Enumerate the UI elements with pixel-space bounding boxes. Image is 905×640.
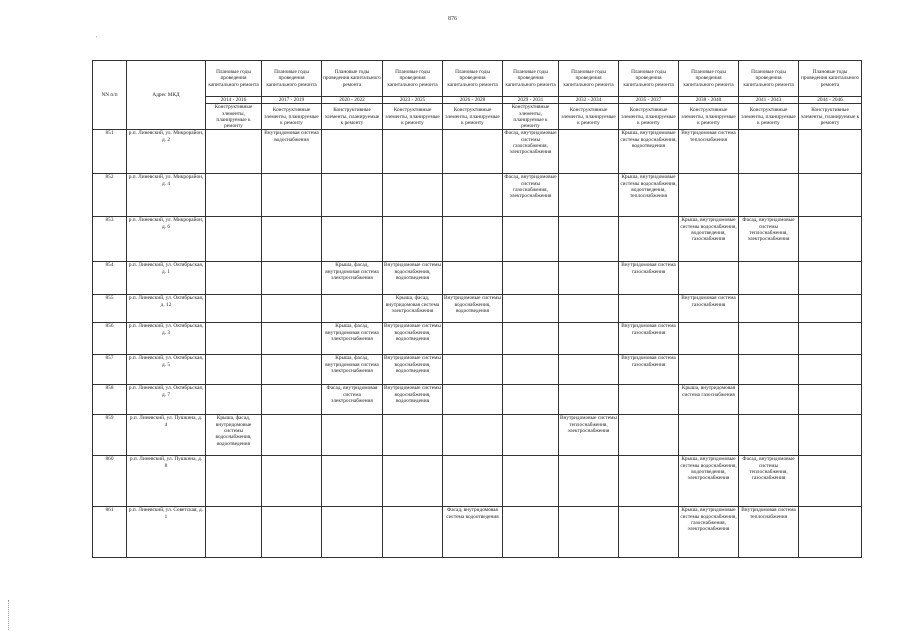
row-number: 861 [93, 507, 127, 558]
header-nn: NN п/п [93, 61, 127, 130]
row-number: 852 [93, 174, 127, 217]
header-years: 2014 - 2016 [206, 97, 262, 104]
header-period: Плановые годы проведения капитального ремонта [443, 61, 503, 97]
repair-elements-cell [206, 456, 262, 507]
repair-elements-cell [443, 130, 503, 174]
repair-elements-cell [799, 295, 862, 323]
scan-mark: ' [96, 36, 98, 42]
repair-elements-cell [503, 262, 559, 295]
scan-edge-mark [8, 600, 10, 630]
header-years: 2017 - 2019 [262, 97, 322, 104]
capital-repair-table [92, 60, 862, 558]
header-elements: Конструктивные элементы, планируемые к ремонту [799, 104, 862, 130]
row-number: 856 [93, 323, 127, 355]
repair-elements-cell: Внутридомовые системы водоснабжения, водоотведения [383, 262, 443, 295]
repair-elements-cell: Крыша, фасад, внутридомовые системы водоснабжения, водоотведения [206, 415, 262, 456]
repair-elements-cell [262, 415, 322, 456]
row-number: 857 [93, 355, 127, 385]
header-elements: Конструктивные элементы, планируемые к ремонту [322, 104, 383, 130]
row-number: 859 [93, 415, 127, 456]
header-years: 2020 - 2022 [322, 97, 383, 104]
repair-elements-cell [559, 295, 619, 323]
repair-elements-cell [739, 295, 799, 323]
repair-elements-cell [799, 456, 862, 507]
repair-elements-cell [799, 262, 862, 295]
repair-elements-cell [262, 507, 322, 558]
repair-elements-cell [322, 456, 383, 507]
repair-elements-cell: Внутридомовая система газоснабжения [679, 295, 739, 323]
repair-elements-cell [799, 415, 862, 456]
repair-elements-cell [206, 295, 262, 323]
repair-elements-cell: Внутридомовая система теплоснабжения [679, 130, 739, 174]
header-period: Плановые годы проведения капитального ремонта [739, 61, 799, 97]
table-row [93, 174, 862, 217]
row-address: р.п. Линевский, ул. Октябрьская, д. 1 [127, 262, 206, 295]
repair-elements-cell [559, 130, 619, 174]
table-row [93, 130, 862, 174]
repair-elements-cell [262, 385, 322, 415]
repair-elements-cell [206, 355, 262, 385]
table-row [93, 507, 862, 558]
repair-elements-cell [262, 323, 322, 355]
header-elements: Конструктивные элементы, планируемые к ремонту [559, 104, 619, 130]
table-row [93, 415, 862, 456]
repair-elements-cell [559, 174, 619, 217]
header-elements: Конструктивные элементы, планируемые к ремонту [503, 104, 559, 130]
repair-elements-cell [739, 415, 799, 456]
row-number: 853 [93, 217, 127, 262]
repair-elements-cell: Крыша, внутридомовые системы водоснабжения, водоотведения, электроснабжения [679, 456, 739, 507]
repair-elements-cell: Крыша, фасад, внутридомовая система электроснабжения [322, 262, 383, 295]
row-address: р.п. Линевский, ул. Октябрьская, д. 3 [127, 323, 206, 355]
table-row [93, 385, 862, 415]
repair-elements-cell [559, 217, 619, 262]
header-period: Плановые годы проведения капитального ремонта [679, 61, 739, 97]
row-number: 854 [93, 262, 127, 295]
header-period: Плановые годы проведения капитального ремонта [383, 61, 443, 97]
table-row [93, 323, 862, 355]
header-address: Адрес МКД [127, 61, 206, 130]
repair-elements-cell [739, 174, 799, 217]
row-number: 858 [93, 385, 127, 415]
row-address: р.п. Линевский, ул. Микрорайон, д. 4 [127, 174, 206, 217]
repair-elements-cell: Внутридомовая система газоснабжения [619, 355, 679, 385]
repair-elements-cell [799, 507, 862, 558]
repair-elements-cell [206, 507, 262, 558]
repair-elements-cell [503, 217, 559, 262]
repair-elements-cell [322, 217, 383, 262]
row-address: р.п. Линевский, ул. Октябрьская, д. 5 [127, 355, 206, 385]
repair-elements-cell: Внутридомовая система газоснабжения [619, 262, 679, 295]
repair-elements-cell [679, 174, 739, 217]
table-row [93, 295, 862, 323]
header-elements: Конструктивные элементы, планируемые к ремонту [262, 104, 322, 130]
repair-elements-cell [383, 217, 443, 262]
header-years: 2026 - 2028 [443, 97, 503, 104]
repair-elements-cell [739, 323, 799, 355]
repair-elements-cell [443, 262, 503, 295]
table-row [93, 456, 862, 507]
repair-elements-cell [322, 415, 383, 456]
repair-elements-cell [799, 355, 862, 385]
header-row-periods [93, 61, 862, 97]
repair-elements-cell [383, 507, 443, 558]
repair-elements-cell [262, 262, 322, 295]
repair-elements-cell [619, 456, 679, 507]
repair-elements-cell [799, 130, 862, 174]
repair-elements-cell [322, 507, 383, 558]
header-years: 2023 - 2025 [383, 97, 443, 104]
repair-elements-cell: Фасад, внутридомовые системы теплоснабжения, электроснабжения [739, 217, 799, 262]
repair-elements-cell [322, 295, 383, 323]
header-period: Плановые годы проведения капитального ремонта [206, 61, 262, 97]
repair-elements-cell: Внутридомовые системы водоснабжения, водоотведения [383, 323, 443, 355]
repair-elements-cell [559, 355, 619, 385]
repair-elements-cell [739, 355, 799, 385]
repair-elements-cell: Внутридомовая система газоснабжения [619, 323, 679, 355]
repair-elements-cell [383, 130, 443, 174]
header-elements: Конструктивные элементы, планируемые к ремонту [206, 104, 262, 130]
row-number: 851 [93, 130, 127, 174]
repair-elements-cell [619, 507, 679, 558]
repair-elements-cell [206, 323, 262, 355]
repair-elements-cell [619, 295, 679, 323]
repair-elements-cell: Внутридомовые системы водоснабжения, водоотведения [383, 355, 443, 385]
repair-elements-cell [443, 217, 503, 262]
table-body [93, 130, 862, 558]
repair-elements-cell [206, 385, 262, 415]
repair-elements-cell [679, 415, 739, 456]
header-period: Плановые годы проведения капитального ремонта [799, 61, 862, 97]
repair-elements-cell: Внутридомовые системы водоснабжения, водоотведения [383, 385, 443, 415]
repair-elements-cell [799, 217, 862, 262]
repair-elements-cell: Крыша, фасад, внутридомовая система электроснабжения [322, 323, 383, 355]
repair-elements-cell: Крыша, внутридомовые системы водоснабжения, газоснабжения, электроснабжения [679, 507, 739, 558]
repair-elements-cell: Крыша, фасад, внутридомовая система электроснабжения [322, 355, 383, 385]
repair-elements-cell [262, 355, 322, 385]
header-years: 2038 - 2040 [679, 97, 739, 104]
repair-elements-cell [503, 295, 559, 323]
repair-elements-cell: Фасад, внутридомовая система водоотведения [443, 507, 503, 558]
header-row-years [93, 97, 862, 104]
repair-elements-cell [559, 385, 619, 415]
repair-elements-cell: Крыша, внутридомовая система газоснабжения [679, 385, 739, 415]
row-address: р.п. Линевский, ул. Октябрьская, д. 7 [127, 385, 206, 415]
repair-elements-cell [619, 217, 679, 262]
repair-elements-cell: Фасад, внутридомовая система электроснабжения [322, 385, 383, 415]
header-period: Плановые годы проведения капитального ремонта [559, 61, 619, 97]
table-row [93, 217, 862, 262]
row-address: р.п. Линевский, ул. Советская, д. 1 [127, 507, 206, 558]
row-number: 855 [93, 295, 127, 323]
repair-elements-cell: Внутридомовая система теплоснабжения [739, 507, 799, 558]
header-elements: Конструктивные элементы, планируемые к ремонту [619, 104, 679, 130]
repair-elements-cell [679, 262, 739, 295]
repair-elements-cell [619, 385, 679, 415]
repair-elements-cell [262, 217, 322, 262]
repair-elements-cell [206, 217, 262, 262]
header-years: 2035 - 2037 [619, 97, 679, 104]
repair-elements-cell: Крыша, внутридомовые системы водоснабжения, водоотведения [619, 130, 679, 174]
repair-elements-cell [503, 323, 559, 355]
repair-elements-cell [206, 262, 262, 295]
repair-elements-cell [443, 385, 503, 415]
repair-elements-cell [679, 355, 739, 385]
header-years: 2041 - 2043 [739, 97, 799, 104]
repair-elements-cell: Внутридомовые системы водоснабжения, водоотведения [443, 295, 503, 323]
table-row [93, 355, 862, 385]
repair-elements-cell [383, 456, 443, 507]
row-address: р.п. Линевский, ул. Пушкина, д. 8 [127, 456, 206, 507]
repair-elements-cell [443, 323, 503, 355]
header-years: 2044 - 2046 [799, 97, 862, 104]
repair-elements-cell: Фасад, внутридомовые системы газоснабжения, электроснабжения [503, 130, 559, 174]
repair-elements-cell [799, 323, 862, 355]
repair-elements-cell: Крыша, внутридомовые системы водоснабжения, водоотведения, газоснабжения [679, 217, 739, 262]
row-address: р.п. Линевский, ул. Октябрьская, д. 12 [127, 295, 206, 323]
repair-elements-cell [559, 456, 619, 507]
row-number: 860 [93, 456, 127, 507]
header-period: Плановые годы проведения капитального ремонта [619, 61, 679, 97]
repair-elements-cell: Фасад, внутридомовые системы теплоснабжения, газоснабжения [739, 456, 799, 507]
repair-elements-cell [443, 174, 503, 217]
row-address: р.п. Линевский, ул. Микрорайон, д. 6 [127, 217, 206, 262]
repair-elements-cell [559, 323, 619, 355]
row-address: р.п. Линевский, ул. Пушкина, д. 4 [127, 415, 206, 456]
repair-elements-cell [503, 385, 559, 415]
repair-elements-cell [262, 174, 322, 217]
header-elements: Конструктивные элементы, планируемые к ремонту [679, 104, 739, 130]
header-period: Плановые годы проведения капитального ремонта [262, 61, 322, 97]
header-row-elements [93, 104, 862, 130]
repair-elements-cell: Крыша, внутридомовые системы водоснабжения, водоотведения, теплоснабжения [619, 174, 679, 217]
repair-elements-cell: Внутридомовая система водоснабжения [262, 130, 322, 174]
repair-elements-cell [383, 415, 443, 456]
repair-elements-cell [739, 130, 799, 174]
repair-elements-cell: Внутридомовые системы теплоснабжения, электроснабжения [559, 415, 619, 456]
repair-elements-cell [799, 385, 862, 415]
repair-elements-cell [503, 456, 559, 507]
repair-elements-cell [206, 130, 262, 174]
header-period: Плановые годы проведения капитального ремонта [322, 61, 383, 97]
header-period: Плановые годы проведения капитального ремонта [503, 61, 559, 97]
header-years: 2029 - 2031 [503, 97, 559, 104]
repair-elements-cell [619, 415, 679, 456]
repair-elements-cell [739, 385, 799, 415]
repair-elements-cell [739, 262, 799, 295]
row-address: р.п. Линевский, ул. Микрорайон, д. 2 [127, 130, 206, 174]
repair-elements-cell [559, 507, 619, 558]
repair-elements-cell [383, 174, 443, 217]
repair-elements-cell [679, 323, 739, 355]
header-years: 2032 - 2034 [559, 97, 619, 104]
repair-elements-cell [443, 415, 503, 456]
repair-elements-cell [559, 262, 619, 295]
header-elements: Конструктивные элементы, планируемые к ремонту [383, 104, 443, 130]
repair-elements-cell [799, 174, 862, 217]
repair-elements-cell [322, 130, 383, 174]
repair-elements-cell [206, 174, 262, 217]
repair-elements-cell [443, 355, 503, 385]
repair-elements-cell [322, 174, 383, 217]
page-number: 876 [448, 16, 457, 22]
table-row [93, 262, 862, 295]
header-elements: Конструктивные элементы, планируемые к ремонту [739, 104, 799, 130]
repair-elements-cell [503, 355, 559, 385]
repair-elements-cell: Фасад, внутридомовые системы газоснабжения, электроснабжения [503, 174, 559, 217]
repair-elements-cell [443, 456, 503, 507]
repair-elements-cell [262, 295, 322, 323]
repair-elements-cell [503, 415, 559, 456]
header-elements: Конструктивные элементы, планируемые к ремонту [443, 104, 503, 130]
repair-elements-cell: Крыша, фасад, внутридомовая система электроснабжения [383, 295, 443, 323]
repair-elements-cell [262, 456, 322, 507]
repair-elements-cell [503, 507, 559, 558]
